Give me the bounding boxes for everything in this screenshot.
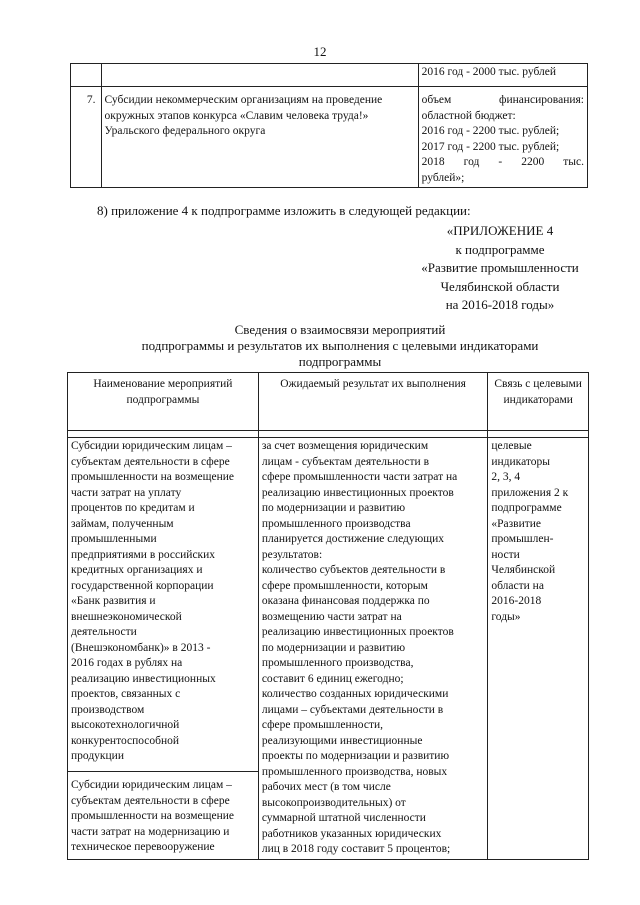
- table-row: [71, 87, 588, 188]
- funding-cell: 2016 год - 2000 тыс. рублей: [418, 64, 587, 87]
- cell-line: техническое перевооружение: [71, 841, 215, 854]
- measure-name: [101, 87, 418, 188]
- heading-line: подпрограммы и результатов их выполнения с целевыми индикаторами: [141, 338, 539, 353]
- text-line: 2016 год - 2200 тыс. рублей;: [421, 125, 560, 137]
- cell-line: реализацию инвестиционных проектов: [261, 626, 454, 638]
- funding-table: [70, 63, 588, 188]
- cell-line: ности: [491, 548, 520, 561]
- cell-line: по модернизации и развитию: [261, 502, 406, 514]
- cell-line: сфере промышленности части затрат на: [261, 471, 458, 483]
- appendix-line: Челябинской области: [440, 278, 560, 294]
- item-8-text: 8) приложение 4 к подпрограмме изложить в следующей редакции:: [97, 203, 471, 218]
- cell-line: целевые: [491, 440, 532, 452]
- appendix-line: на 2016-2018 годы»: [445, 297, 555, 312]
- cell-line: лиц в 2018 году составит 5 процентов;: [261, 843, 451, 855]
- cell-line: «Банк развития и: [71, 595, 156, 607]
- row-number: [71, 64, 102, 87]
- indicator-cell: [488, 438, 589, 860]
- cell-line: проекты по модернизации и развитию: [261, 750, 450, 762]
- cell-line: деятельности: [71, 626, 137, 638]
- cell-line: промышленности на возмещение: [71, 810, 235, 823]
- cell-line: промышлен-: [491, 533, 554, 545]
- cell-line: работников указанных юридических: [261, 827, 442, 840]
- cell-line: количество созданных юридическими: [261, 688, 449, 700]
- cell-line: промышленного производства: [261, 517, 411, 530]
- measures-table: [67, 372, 589, 860]
- table-row: [68, 438, 589, 772]
- cell-line: сфере промышленности, которым: [261, 579, 428, 592]
- cell-line: приложения 2 к: [491, 486, 569, 499]
- cell-line: части затрат на модернизацию и: [71, 825, 230, 838]
- text-line: 2018 год - 2200 тыс.: [421, 156, 584, 168]
- table-row: [71, 64, 588, 87]
- cell-line: субъектам деятельности в сфере: [71, 455, 230, 468]
- measure-cell: [68, 772, 259, 859]
- cell-line: 2016 годах в рублях на: [71, 657, 183, 669]
- result-cell: [258, 438, 488, 860]
- cell-line: сфере промышленности,: [261, 719, 383, 731]
- cell-line: реализующими инвестиционные: [261, 734, 423, 747]
- cell-line: части затрат на уплату: [71, 486, 182, 499]
- text-line: 2017 год - 2200 тыс. рублей;: [421, 140, 560, 153]
- text-line: Уральского федерального округа: [104, 125, 266, 137]
- table-header-row: [68, 373, 589, 431]
- text-line: областной бюджет:: [421, 109, 516, 122]
- cell-line: составит 6 единиц ежегодно;: [261, 672, 404, 685]
- cell-line: индикаторы: [491, 455, 550, 468]
- text-line: окружных этапов конкурса «Славим человека труда!»: [104, 109, 369, 122]
- cell-line: оказана финансовая поддержка по: [261, 595, 430, 607]
- cell-line: реализацию инвестиционных: [71, 672, 216, 685]
- cell-line: государственной корпорации: [71, 579, 214, 592]
- cell-line: годы»: [491, 610, 521, 623]
- cell-line: займам, полученным: [71, 517, 174, 530]
- cell-line: производством: [71, 703, 145, 716]
- cell-line: «Развитие: [491, 517, 542, 530]
- cell-line: лицам - субъектам деятельности в: [261, 455, 429, 468]
- cell-line: планируется достижение следующих: [261, 533, 444, 545]
- cell-line: (Внешэкономбанк)» в 2013 -: [71, 641, 211, 654]
- cell-line: Субсидии юридическим лицам –: [71, 779, 232, 792]
- text-line: Субсидии некоммерческим организациям на проведение: [104, 94, 383, 106]
- cell-line: суммарной штатной численности: [261, 812, 426, 824]
- appendix-line: к подпрограмме: [455, 241, 545, 257]
- cell-line: области на: [491, 579, 544, 592]
- cell-line: субъектам деятельности в сфере: [71, 794, 230, 807]
- cell-line: Челябинской: [491, 564, 556, 576]
- cell-line: промышленности на возмещение: [71, 471, 235, 483]
- appendix-line: «Развитие промышленности: [421, 260, 579, 275]
- row-number: 7.: [71, 87, 102, 188]
- section-heading: [80, 322, 600, 370]
- cell-line: продукции: [71, 750, 124, 762]
- funding-cell: [418, 87, 587, 188]
- appendix-line: «ПРИЛОЖЕНИЕ 4: [446, 223, 554, 238]
- cell-line: процентов по кредитам и: [71, 502, 195, 514]
- measure-name: [101, 64, 418, 87]
- spacer-row: [68, 431, 589, 438]
- header-result: Ожидаемый результат их выполнения: [258, 373, 488, 431]
- cell-line: кредитных организациях и: [71, 564, 203, 576]
- appendix-header: [380, 222, 620, 315]
- cell-line: 2, 3, 4: [491, 471, 521, 483]
- heading-line: Сведения о взаимосвязи мероприятий: [234, 322, 446, 337]
- cell-line: лицами – субъектами деятельности в: [261, 703, 444, 716]
- heading-line: подпрограммы: [298, 354, 382, 369]
- page-number: 12: [313, 44, 327, 59]
- cell-line: внешнеэкономической: [71, 610, 182, 623]
- cell-line: возмещению части затрат на: [261, 610, 402, 623]
- cell-line: за счет возмещения юридическим: [261, 440, 429, 452]
- cell-line: предприятиями в российских: [71, 548, 216, 561]
- cell-line: Субсидии юридическим лицам –: [71, 440, 232, 452]
- cell-line: подпрограмме: [491, 502, 562, 514]
- header-indicators: Связь с целевыми индикаторами: [488, 373, 589, 431]
- cell-line: промышленного производства, новых: [261, 765, 448, 778]
- cell-line: промышленными: [71, 533, 157, 545]
- measure-cell: [68, 438, 259, 772]
- cell-line: 2016-2018: [491, 595, 542, 607]
- cell-line: высокопроизводительных) от: [261, 796, 406, 809]
- header-measures: Наименование мероприятий подпрограммы: [68, 373, 259, 431]
- cell-line: промышленного производства,: [261, 657, 414, 669]
- cell-line: реализацию инвестиционных проектов: [261, 486, 454, 499]
- cell-line: результатов:: [261, 548, 323, 561]
- cell-line: количество субъектов деятельности в: [261, 564, 446, 576]
- cell-line: по модернизации и развитию: [261, 641, 406, 654]
- cell-line: рабочих мест (в том числе: [261, 781, 391, 793]
- cell-line: высокотехнологичной: [71, 719, 180, 731]
- cell-line: проектов, связанных с: [71, 688, 181, 700]
- text-line: объем финансирования:: [421, 94, 584, 106]
- text-line: рублей»;: [421, 171, 465, 184]
- cell-line: конкурентоспособной: [71, 734, 180, 747]
